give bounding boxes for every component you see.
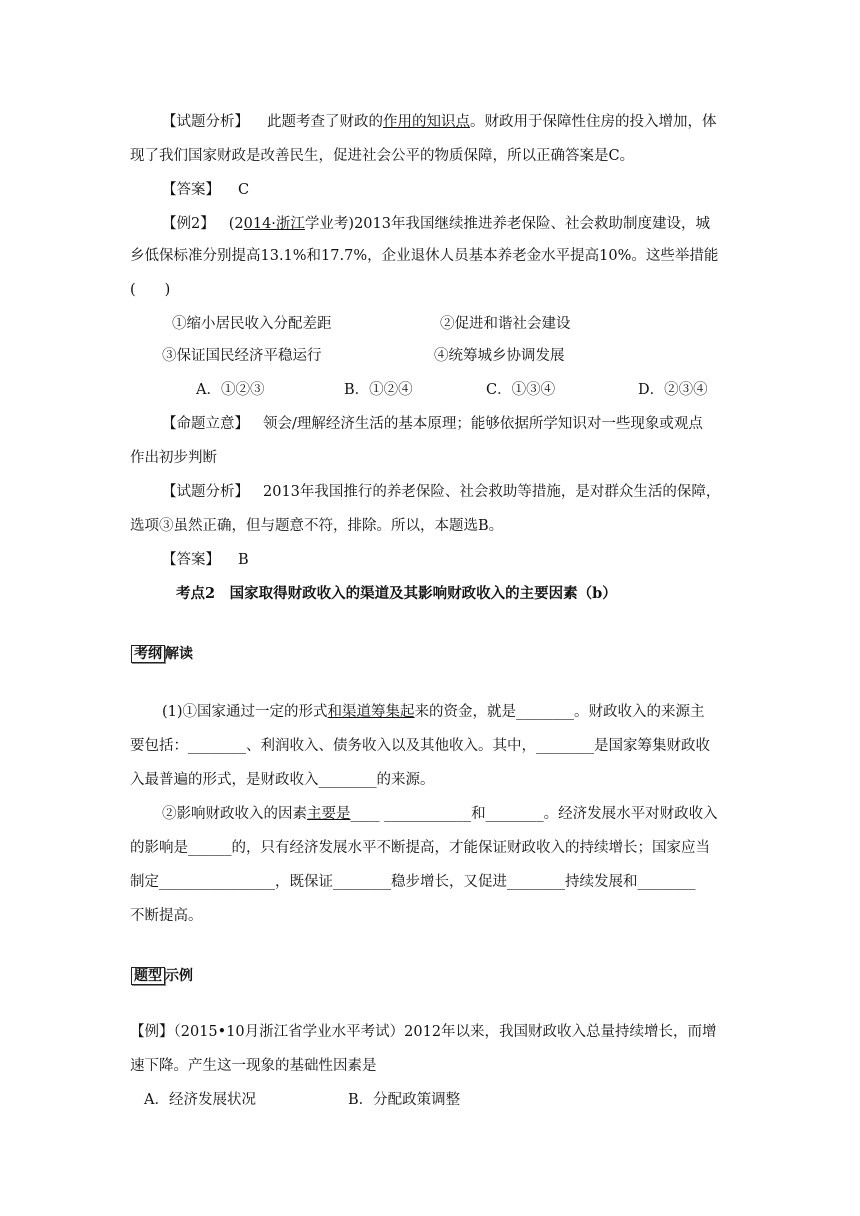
intent-text: 领会/理解经济生活的基本原理；能够依据所学知识对一些现象或观点 <box>263 416 703 432</box>
example2-source-b: 学业考)2013年我国继续推进养老保险、社会救助制度建设，城 <box>304 216 710 232</box>
examples-heading <box>131 966 193 986</box>
answer-line <box>162 180 249 200</box>
analysis-line-2: 现了我们国家财政是改善民生，促进社会公平的物质保障，所以正确答案是C。 <box>130 148 635 164</box>
reading-p1-b: 来的资金，就是________。财政收入的来源主 <box>414 704 705 720</box>
reading-p2-line-2: 的影响是______的，只有经济发展水平不断提高，才能保证财政收入的持续增长；国家应当 <box>130 840 710 856</box>
reading-p1-underlined: 和渠道筹集起 <box>327 704 415 720</box>
example2-source-a: (2 <box>228 216 244 232</box>
example2-answer-label: 【答案】 <box>162 552 220 568</box>
example-option-b: B．分配政策调整 <box>348 1092 461 1108</box>
reading-p2-b: ____ ____________和________。经济发展水平对财政收入 <box>350 806 718 822</box>
example2-line-3: ( ) <box>130 282 171 298</box>
reading-p1-line-3: 入最普遍的形式，是财政收入________的来源。 <box>130 772 435 788</box>
example-option-a: A．经济发展状况 <box>144 1092 256 1108</box>
option-1: ①缩小居民收入分配差距 <box>172 316 332 332</box>
reading-p2-line-1 <box>162 804 718 824</box>
reading-p1-line-2: 要包括：________、利润收入、债务收入以及其他收入。其中，________是国家筹集财政收 <box>130 738 710 754</box>
analysis-label: 【试题分析】 <box>162 114 249 130</box>
reading-p2-line-3: 制定________________，既保证________稳步增长，又促进________持续发展和________ <box>130 874 696 890</box>
examples-box-label: 题型 <box>131 967 165 985</box>
choice-c: C．①③④ <box>486 382 556 398</box>
example-question-text: （2015•10月浙江省学业水平考试）2012年以来，我国财政收入总量持续增长，而增 <box>173 1024 717 1040</box>
intent-line-1 <box>162 414 703 434</box>
example2-analysis-label: 【试题分析】 <box>162 484 249 500</box>
answer-value: C <box>238 182 250 198</box>
example-question-label: 【例】 <box>130 1024 174 1040</box>
analysis-text-b: 。财政用于保障性住房的投入增加，体 <box>470 114 717 130</box>
reading-suffix: 解读 <box>165 646 193 662</box>
reading-p1-line-1 <box>162 702 705 722</box>
reading-p1-a: (1)①国家通过一定的形式 <box>162 704 328 720</box>
example2-line-1 <box>162 214 710 234</box>
example2-analysis-line-2: 选项③虽然正确，但与题意不符，排除。所以，本题选B。 <box>130 518 504 534</box>
reading-heading <box>131 644 193 664</box>
reading-p2-a: ②影响财政收入的因素 <box>162 806 307 822</box>
example2-label: 【例2】 <box>162 216 215 232</box>
example2-source-underlined: 014·浙江 <box>243 216 305 232</box>
intent-line-2: 作出初步判断 <box>130 450 217 466</box>
reading-p2-line-4: 不断提高。 <box>130 908 203 924</box>
example2-answer-value: B <box>238 552 249 568</box>
analysis-underlined: 作用的知识点 <box>383 114 470 130</box>
examples-suffix: 示例 <box>165 968 193 984</box>
choice-a: A．①②③ <box>196 382 265 398</box>
point2-title: 考点2 国家取得财政收入的渠道及其影响财政收入的主要因素（b） <box>176 585 617 602</box>
analysis-text-a: 此题考查了财政的 <box>267 114 383 130</box>
option-4: ④统筹城乡协调发展 <box>434 348 565 364</box>
example-question-line-2: 速下降。产生这一现象的基础性因素是 <box>130 1058 377 1074</box>
choice-d: D．②③④ <box>638 382 708 398</box>
reading-box-label: 考纲 <box>131 645 165 663</box>
example2-answer-line <box>162 550 249 570</box>
answer-label: 【答案】 <box>162 182 220 198</box>
example2-analysis-line-1 <box>162 482 720 502</box>
option-3: ③保证国民经济平稳运行 <box>162 348 322 364</box>
reading-p2-underlined: 主要是 <box>307 806 351 822</box>
example-question-line-1 <box>130 1022 717 1042</box>
example2-line-2: 乡低保标准分别提高13.1%和17.7%，企业退休人员基本养老金水平提高10%。这些举措能 <box>130 248 719 264</box>
option-2: ②促进和谐社会建设 <box>440 316 571 332</box>
analysis-line-1 <box>162 112 717 132</box>
choice-b: B．①②④ <box>344 382 413 398</box>
intent-label: 【命题立意】 <box>162 416 249 432</box>
example2-analysis-text: 2013年我国推行的养老保险、社会救助等措施，是对群众生活的保障， <box>263 484 721 500</box>
